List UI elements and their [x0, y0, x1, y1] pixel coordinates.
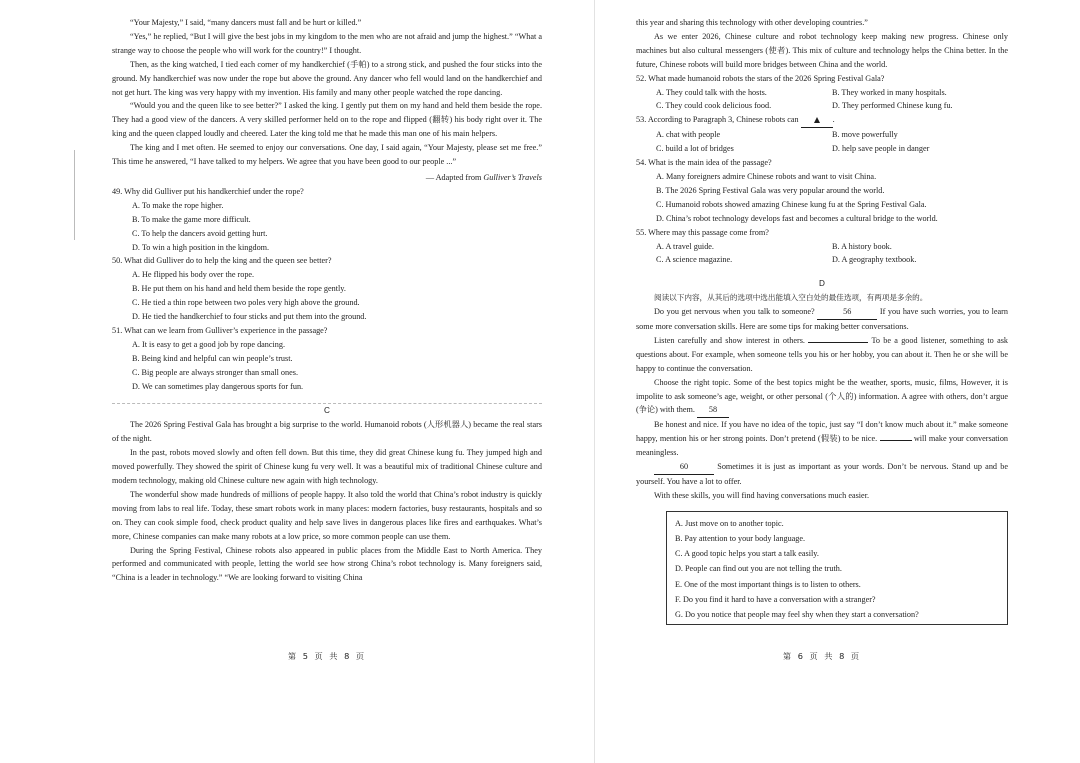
- option: B. He put them on his hand and held them beside the rope gently.: [132, 284, 346, 294]
- option: C. Humanoid robots showed amazing Chinese kung fu at the Spring Festival Gala.: [656, 199, 927, 209]
- passage-text: Do you get nervous when you talk to someone?: [654, 307, 815, 317]
- box-option: E. One of the most important things is to listen to others.: [675, 579, 861, 589]
- page-divider: [594, 0, 595, 763]
- option: B. move powerfully: [832, 130, 898, 140]
- option: B. The 2026 Spring Festival Gala was very popular around the world.: [656, 185, 885, 195]
- option: A. He flipped his body over the rope.: [132, 270, 255, 280]
- passage-paragraph: “Would you and the queen like to see better?” I asked the king. I gently put them on my hand and held them beside the rope. They had a good view of the dancers. A very skilled performer held on to the rope and flipped (翻转) his body right over it. The king and the queen clapped loudly and cheered. Later the king told me that he made this man one of his main helpers.: [112, 101, 542, 139]
- passage-paragraph: With these skills, you will find having conversations much easier.: [654, 490, 870, 500]
- citation-prefix: — Adapted from: [425, 172, 482, 182]
- option: C. Big people are always stronger than small ones.: [132, 367, 298, 377]
- option: D. To win a high position in the kingdom.: [132, 242, 270, 252]
- page-footer: 第 6 页 共 8 页: [782, 651, 862, 661]
- option: B. To make the game more difficult.: [132, 214, 251, 224]
- question-53: 53. According to Paragraph 3, Chinese robots can .: [636, 113, 1008, 128]
- option: D. A geography textbook.: [832, 255, 917, 265]
- box-option: G. Do you notice that people may feel shy when they start a conversation?: [675, 610, 919, 620]
- passage-paragraph: [636, 305, 1008, 334]
- passage-paragraph: The wonderful show made hundreds of millions of people happy. It also told the world that China’s robot industry is quickly moving from labs to real life. Today, these smart robots work in many places: modern factories, busy restaurants, hospitals and so on. They can cook simple food, check product quality and help save lives in dangerous places like fires and earthquakes. What’s more, Chinese companies can make many robots at a low price, so more common people can use them.: [112, 489, 542, 541]
- box-option: B. Pay attention to your body language.: [675, 534, 806, 544]
- option: D. China’s robot technology develops fast and becomes a cultural bridge to the world.: [656, 213, 938, 223]
- passage-paragraph: [636, 334, 1008, 376]
- question-53-text: 53. According to Paragraph 3, Chinese robots can: [636, 115, 799, 125]
- blank-56: 56: [817, 305, 877, 320]
- passage-paragraph: [636, 460, 1008, 489]
- binding-mark: [74, 150, 75, 240]
- question-50: 50. What did Gulliver do to help the king and the queen see better?: [112, 256, 332, 266]
- passage-paragraph: As we enter 2026, Chinese culture and robot technology keep making new progress. Chinese only machines but also cultural messengers (使者). This mix of culture and technology helps the China better. In the future, Chinese robots will build more bridges between China and the world.: [636, 31, 1008, 69]
- option: B. They worked in many hospitals.: [832, 87, 947, 97]
- section-d-instruction: 阅读以下内容，从其后的选项中选出能填入空白处的最佳选项，有两项是多余的。: [654, 293, 928, 303]
- passage-paragraph: [636, 376, 1008, 419]
- section-d-label: D: [819, 279, 825, 289]
- option: B. Being kind and helpful can win people’s trust.: [132, 353, 293, 363]
- option: A. They could talk with the hosts.: [656, 87, 767, 97]
- passage-paragraph: Then, as the king watched, I tied each corner of my handkerchief (手帕) to a strong stick, and pushed the four sticks into the ground. My handkerchief was now under the rope but above the ground. Any dancer who fell would land on the handkerchief and not get hurt. The king was very happy with my invention. His family and many other people watched the rope dancing.: [112, 59, 542, 97]
- option: A. It is easy to get a good job by rope dancing.: [132, 339, 286, 349]
- question-52: 52. What made humanoid robots the stars of the 2026 Spring Festival Gala?: [636, 73, 885, 83]
- question-49: 49. Why did Gulliver put his handkerchief under the rope?: [112, 186, 304, 196]
- blank-58: 58: [697, 403, 729, 418]
- passage-text: If you have such worries, you to learn some more conversation skills. Here are some tips for making better conversations.: [636, 307, 1009, 332]
- passage-text: Choose the right topic. Some of the best topics might be the weather, sports, music, films, However, it is impolite to ask someone’s age, weight, or other personal (个人的) information. A agree with others, don’t argue (争论) with them.: [636, 377, 1008, 415]
- option: C. build a lot of bridges: [656, 144, 734, 154]
- option: A. A travel guide.: [656, 241, 714, 251]
- option: C. He tied a thin rope between two poles very high above the ground.: [132, 298, 360, 308]
- passage-paragraph: In the past, robots moved slowly and often fell down. But this time, they did great Chinese kung fu. They jumped high and moved powerfully. They showed the spirit of Chinese kung fu very well. It was a beautiful mix of traditional Chinese culture and modern technology, making old Chinese culture new again with high technology.: [112, 448, 542, 485]
- section-c-label: C: [324, 406, 330, 416]
- option: D. They performed Chinese kung fu.: [832, 101, 953, 111]
- page-5: [112, 0, 542, 763]
- passage-paragraph: During the Spring Festival, Chinese robots also appeared in public places from the Middle East to North America. They performed and communicated with people, letting the world see how strong China’s robot technology is. Many foreigners said, “China is a leader in technology.” “We are looking forward to visiting China: [112, 545, 542, 583]
- option: D. help save people in danger: [832, 144, 930, 154]
- question-54: 54. What is the main idea of the passage?: [636, 158, 772, 168]
- option: D. He tied the handkerchief to four sticks and put them into the ground.: [132, 312, 367, 322]
- box-option: C. A good topic helps you start a talk easily.: [675, 549, 819, 559]
- passage-text: Be honest and nice. If you have no idea of the topic, just say “I don’t know much about it.” make someone happy, mention his or her strong points. Don’t pretend (假装) to be nice.: [636, 420, 1008, 444]
- triangle-icon: [814, 117, 820, 123]
- passage-text: To be a good listener, something to ask questions about. For example, when someone tells you his or her hobby, you can about it. Then he or she will be happy to continue the conversation.: [636, 335, 1008, 373]
- citation-title: Gulliver’s Travels: [483, 172, 542, 182]
- box-option: F. Do you find it hard to have a conversation with a stranger?: [675, 594, 876, 604]
- option: A. Many foreigners admire Chinese robots and want to visit China.: [656, 171, 877, 181]
- option: A. chat with people: [656, 130, 721, 140]
- blank-57: [808, 342, 868, 343]
- passage-text: Listen carefully and show interest in others.: [654, 335, 805, 345]
- option: C. To help the dancers avoid getting hurt.: [132, 228, 268, 238]
- passage-paragraph: “Yes,” he replied, “But I will give the best jobs in my kingdom to the men who are not afraid and jump the highest.” “What a strange way to choose the people who will work for the country!” I thought.: [112, 31, 542, 55]
- box-option: A. Just move on to another topic.: [675, 518, 784, 528]
- citation: [112, 171, 542, 185]
- blank-59: [880, 440, 912, 441]
- question-51: 51. What can we learn from Gulliver’s experience in the passage?: [112, 325, 328, 335]
- option: D. We can sometimes play dangerous sports for fun.: [132, 381, 304, 391]
- option: B. A history book.: [832, 241, 892, 251]
- page-footer: 第 5 页 共 8 页: [287, 651, 367, 661]
- passage-paragraph: “Your Majesty,” I said, “many dancers must fall and be hurt or killed.”: [130, 18, 362, 27]
- passage-paragraph: The king and I met often. He seemed to enjoy our conversations. One day, I said again, “Your Majesty, please set me free.” This time he answered, “I have talked to my helpers. We agree that you have been good to our people ...”: [112, 143, 542, 167]
- passage-paragraph: this year and sharing this technology with other developing countries.”: [636, 18, 868, 27]
- option: A. To make the rope higher.: [132, 200, 224, 210]
- option: C. A science magazine.: [656, 255, 733, 265]
- options-box: [666, 511, 1008, 625]
- blank-60: 60: [654, 460, 714, 475]
- passage-text: Sometimes it is just as important as your words. Don’t be nervous. Stand up and be yourself. You have a lot to offer.: [636, 462, 1008, 486]
- box-option: D. People can find out you are not telling the truth.: [675, 564, 842, 574]
- passage-paragraph: The 2026 Spring Festival Gala has brought a big surprise to the world. Humanoid robots (人形机器人) became the real stars of the night.: [112, 420, 542, 444]
- answer-blank: [801, 113, 833, 128]
- option-grid: [656, 240, 1008, 268]
- page-6: [636, 0, 1008, 763]
- question-55: 55. Where may this passage come from?: [636, 227, 769, 237]
- option-grid: [656, 128, 1008, 156]
- option-grid: [656, 86, 1008, 114]
- passage-text: will make your conversation meaningless.: [636, 434, 1009, 458]
- option: C. They could cook delicious food.: [656, 101, 772, 111]
- passage-paragraph: [636, 418, 1008, 460]
